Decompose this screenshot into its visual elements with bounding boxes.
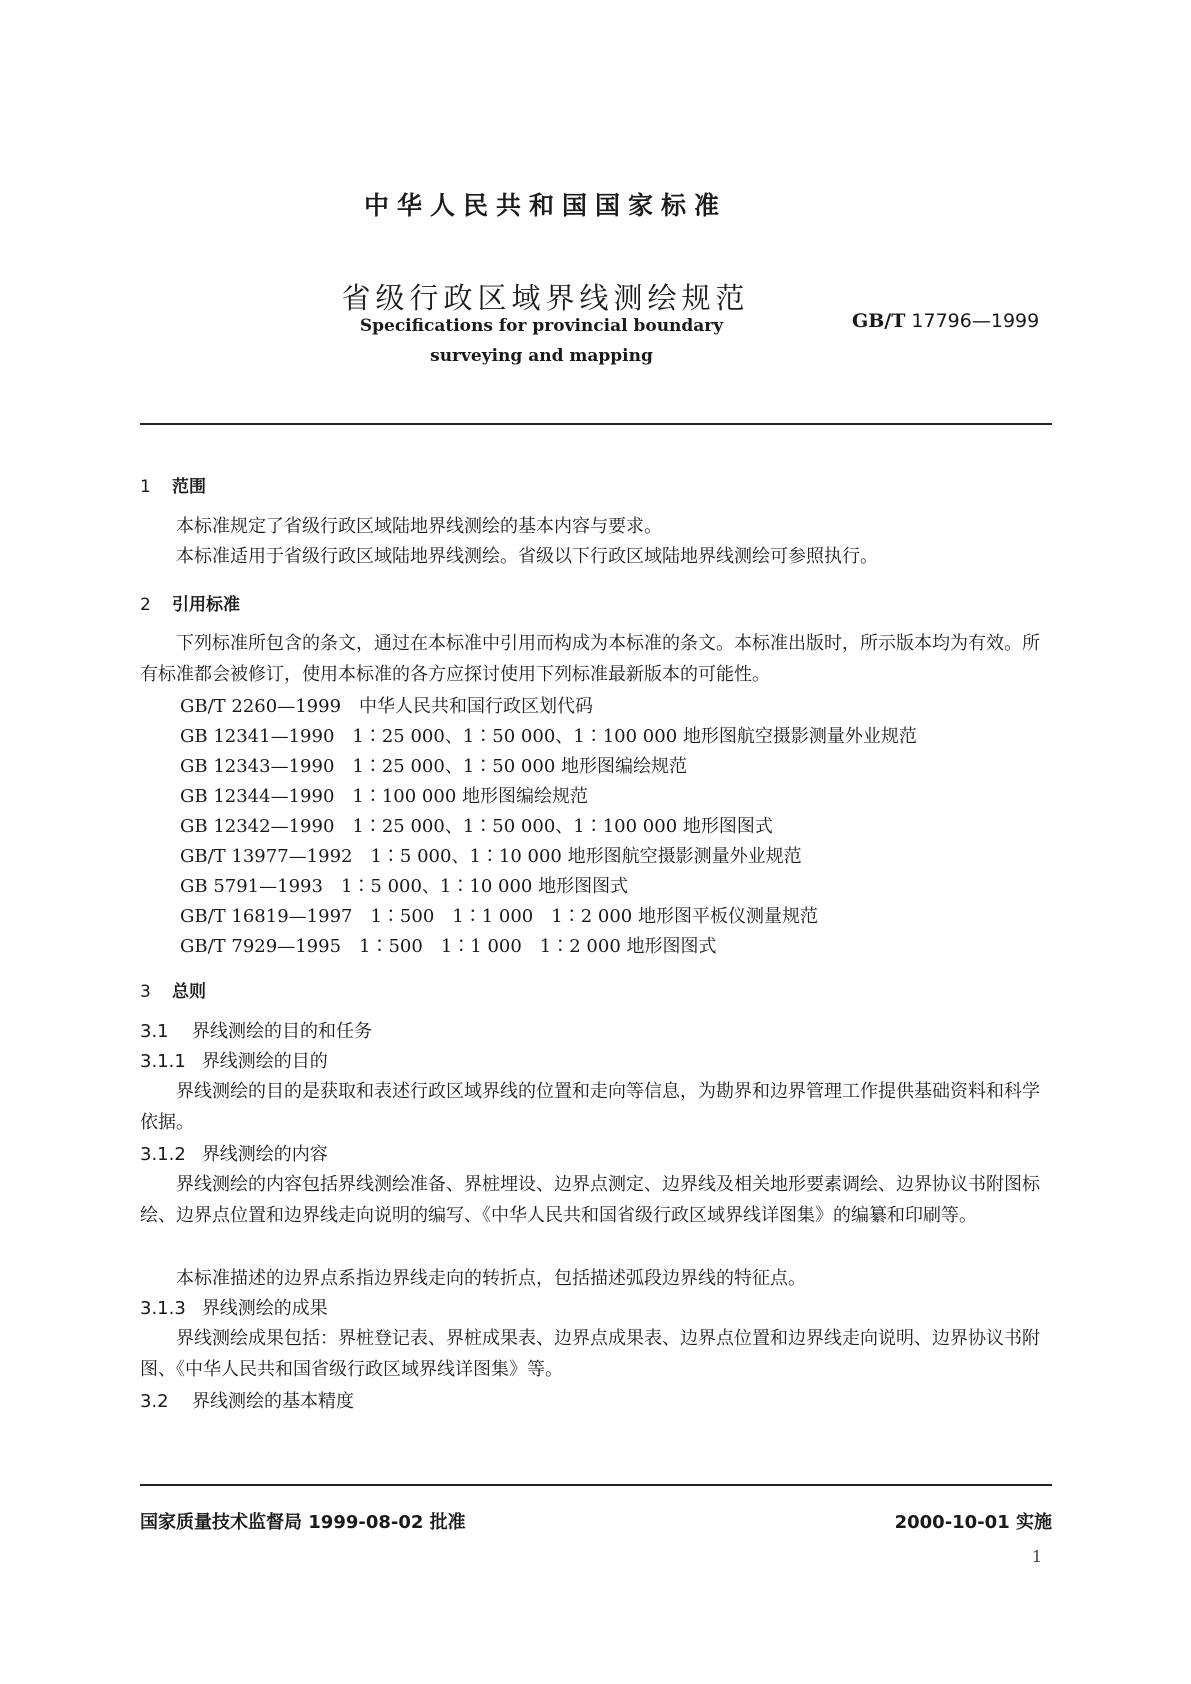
document-title: 省级行政区域界线测绘规范 — [341, 281, 750, 315]
section-1-title: 范围 — [172, 477, 206, 497]
section-3-number: 3 — [140, 982, 151, 1002]
subsection-3-1-2-para-2: 本标准描述的边界点系指边界线走向的转折点，包括描述弧段边界线的特征点。 — [176, 1268, 806, 1289]
section-2-title: 引用标准 — [172, 595, 240, 615]
subsection-number: 3.2 — [140, 1391, 169, 1412]
reference-item: GB/T 7929—1995 1∶500 1∶1 000 1∶2 000 地形图图式 — [180, 936, 717, 957]
subsection-number: 3.1.3 — [140, 1298, 186, 1319]
section-2-heading — [140, 590, 240, 615]
page-number: 1 — [1031, 1547, 1042, 1566]
header-divider — [140, 423, 1052, 425]
subsection-number: 3.1 — [140, 1021, 169, 1042]
reference-item: GB 12341—1990 1∶25 000、1∶50 000、1∶100 000 地形图航空摄影测量外业规范 — [180, 726, 917, 747]
section-3-title: 总则 — [172, 982, 206, 1002]
reference-item: GB 12343—1990 1∶25 000、1∶50 000 地形图编绘规范 — [180, 756, 687, 777]
implementation-date: 2000-10-01 实施 — [894, 1512, 1052, 1533]
english-title-line1: Specifications for provincial boundary — [359, 316, 724, 336]
subsection-3-1-1-para: 界线测绘的目的是获取和表述行政区域界线的位置和走向等信息，为勘界和边界管理工作提供基础资料和科学依据。 — [140, 1081, 1040, 1133]
subsection-3-1-1 — [140, 1047, 328, 1073]
subsection-title: 界线测绘的目的 — [201, 1051, 328, 1072]
reference-item: GB 5791—1993 1∶5 000、1∶10 000 地形图图式 — [180, 876, 629, 897]
reference-item: GB 12342—1990 1∶25 000、1∶50 000、1∶100 000 地形图图式 — [180, 816, 773, 837]
footer-divider — [140, 1484, 1052, 1486]
standard-name: 中华人民共和国国家标准 — [363, 191, 727, 220]
section-1-para-2: 本标准适用于省级行政区域陆地界线测绘。省级以下行政区域陆地界线测绘可参照执行。 — [176, 546, 878, 567]
section-3-heading — [140, 977, 206, 1002]
reference-item: GB/T 2260—1999 中华人民共和国行政区划代码 — [180, 696, 594, 717]
english-title-line2: surveying and mapping — [430, 346, 653, 366]
standard-number-value: 17796—1999 — [911, 310, 1040, 332]
subsection-3-1-3-para: 界线测绘成果包括：界桩登记表、界桩成果表、边界点成果表、边界点位置和边界线走向说明、边界协议书附图、《中华人民共和国省级行政区域界线详图集》等。 — [140, 1328, 1040, 1380]
subsection-3-1-2 — [140, 1140, 328, 1166]
subsection-3-1-2-para-1: 界线测绘的内容包括界线测绘准备、界桩埋设、边界点测定、边界线及相关地形要素调绘、边界协议书附图标绘、边界点位置和边界线走向说明的编写、《中华人民共和国省级行政区域界线详图集》的编纂和印刷等。 — [140, 1174, 1040, 1226]
subsection-title: 界线测绘的成果 — [201, 1298, 328, 1319]
standard-prefix: GB/T — [852, 310, 906, 332]
subsection-3-2 — [140, 1387, 354, 1413]
section-2-intro: 下列标准所包含的条文，通过在本标准中引用而构成为本标准的条文。本标准出版时，所示版本均为有效。所有标准都会被修订，使用本标准的各方应探讨使用下列标准最新版本的可能性。 — [140, 633, 1040, 685]
subsection-number: 3.1.1 — [140, 1051, 186, 1072]
subsection-title: 界线测绘的内容 — [201, 1144, 328, 1165]
subsection-3-1 — [140, 1017, 372, 1043]
subsection-3-1-3 — [140, 1294, 328, 1320]
reference-item: GB/T 16819—1997 1∶500 1∶1 000 1∶2 000 地形图平板仪测量规范 — [180, 906, 818, 927]
reference-item: GB 12344—1990 1∶100 000 地形图编绘规范 — [180, 786, 589, 807]
approval-date: 国家质量技术监督局 1999-08-02 批准 — [140, 1512, 466, 1533]
subsection-title: 界线测绘的目的和任务 — [192, 1021, 372, 1042]
section-2-number: 2 — [140, 595, 151, 615]
subsection-title: 界线测绘的基本精度 — [192, 1391, 354, 1412]
section-1-heading — [140, 472, 206, 497]
subsection-number: 3.1.2 — [140, 1144, 186, 1165]
section-1-number: 1 — [140, 477, 151, 497]
reference-item: GB/T 13977—1992 1∶5 000、1∶10 000 地形图航空摄影测量外业规范 — [180, 846, 802, 867]
section-1-para-1: 本标准规定了省级行政区域陆地界线测绘的基本内容与要求。 — [176, 516, 662, 537]
